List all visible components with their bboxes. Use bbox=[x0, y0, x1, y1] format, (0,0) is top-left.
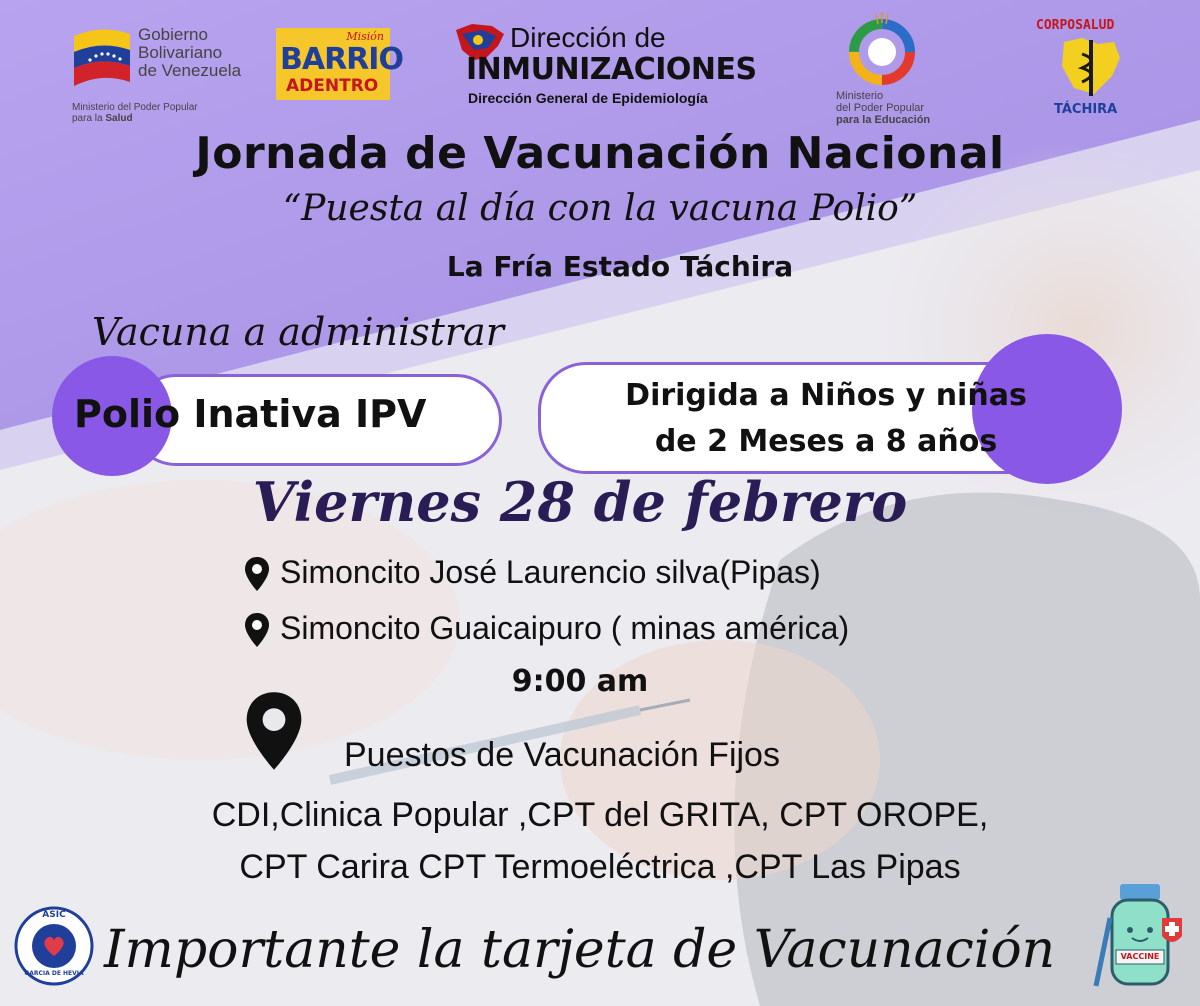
gobierno-line2: Bolivariano bbox=[138, 43, 223, 62]
subtitle: “Puesta al día con la vacuna Polio” bbox=[282, 188, 918, 229]
inmunizaciones-line1: Dirección de bbox=[510, 22, 666, 53]
educacion-line1: Ministerio bbox=[836, 90, 884, 102]
gobierno-line3: de Venezuela bbox=[138, 61, 242, 80]
inmunizaciones-line2: INMUNIZACIONES bbox=[466, 52, 757, 87]
ministerio-educacion-logo bbox=[832, 10, 942, 132]
place-1: Simoncito José Laurencio silva(Pipas) bbox=[280, 554, 821, 590]
gobierno-ministry-line1: Ministerio del Poder Popular bbox=[72, 102, 198, 113]
target-line1: Dirigida a Niños y niñas bbox=[625, 378, 1027, 413]
vaccine-sticker-label: VACCINE bbox=[1120, 952, 1160, 961]
fixed-posts-line2: CPT Carira CPT Termoeléctrica ,CPT Las Pipas bbox=[239, 848, 961, 886]
vaccine-sticker bbox=[1090, 878, 1190, 994]
educacion-line3: para la Educación bbox=[836, 114, 931, 126]
important-note: Importante la tarjeta de Vacunación bbox=[104, 920, 1056, 980]
fixed-posts-line1: CDI,Clinica Popular ,CPT del GRITA, CPT OROPE, bbox=[211, 796, 989, 834]
place-2: Simoncito Guaicaipuro ( minas américa) bbox=[280, 610, 850, 646]
gobierno-venezuela-logo bbox=[72, 24, 262, 124]
venezuela-flag-icon bbox=[72, 24, 132, 88]
barrio-adentro-adentro: ADENTRO bbox=[286, 76, 379, 96]
inmunizaciones-line3: Dirección General de Epidemiología bbox=[468, 90, 708, 106]
gobierno-line1: Gobierno bbox=[138, 25, 208, 44]
barrio-adentro-logo bbox=[276, 28, 403, 100]
page-title: Jornada de Vacunación Nacional bbox=[195, 128, 1005, 179]
vaccine-name: Polio Inativa IPV bbox=[74, 392, 427, 436]
vaccine-vial-icon bbox=[1090, 878, 1190, 994]
barrio-adentro-barrio: BARRIO bbox=[280, 42, 403, 77]
target-line2: de 2 Meses a 8 años bbox=[654, 424, 998, 459]
asic-logo bbox=[14, 906, 94, 986]
corposalud-logo bbox=[1034, 18, 1146, 122]
fixed-posts-heading: Puestos de Vacunación Fijos bbox=[344, 736, 780, 774]
educacion-line2: del Poder Popular bbox=[836, 102, 925, 114]
inmunizaciones-logo bbox=[452, 20, 770, 112]
caduceus-icon bbox=[1034, 36, 1146, 100]
asic-bottom: GARCIA DE HEVIA bbox=[24, 970, 84, 977]
gobierno-ministry-line3: Salud bbox=[105, 113, 133, 124]
ring-emblem-icon bbox=[840, 10, 924, 86]
map-pin-icon bbox=[244, 556, 270, 592]
location-text: La Fría Estado Táchira bbox=[446, 250, 794, 283]
event-time: 9:00 am bbox=[511, 664, 649, 699]
asic-top: ASIC bbox=[42, 910, 66, 920]
corposalud-top: CORPOSALUD bbox=[1036, 18, 1115, 33]
barrio-adentro-mision: Misión bbox=[346, 30, 384, 43]
event-date: Viernes 28 de febrero bbox=[252, 470, 908, 534]
vaccine-label: Vacuna a administrar bbox=[92, 310, 504, 354]
map-pin-icon bbox=[244, 690, 304, 772]
corposalud-bottom: TÁCHIRA bbox=[1054, 102, 1118, 117]
map-pin-icon bbox=[244, 612, 270, 648]
gobierno-ministry-line2: para la bbox=[72, 113, 103, 124]
